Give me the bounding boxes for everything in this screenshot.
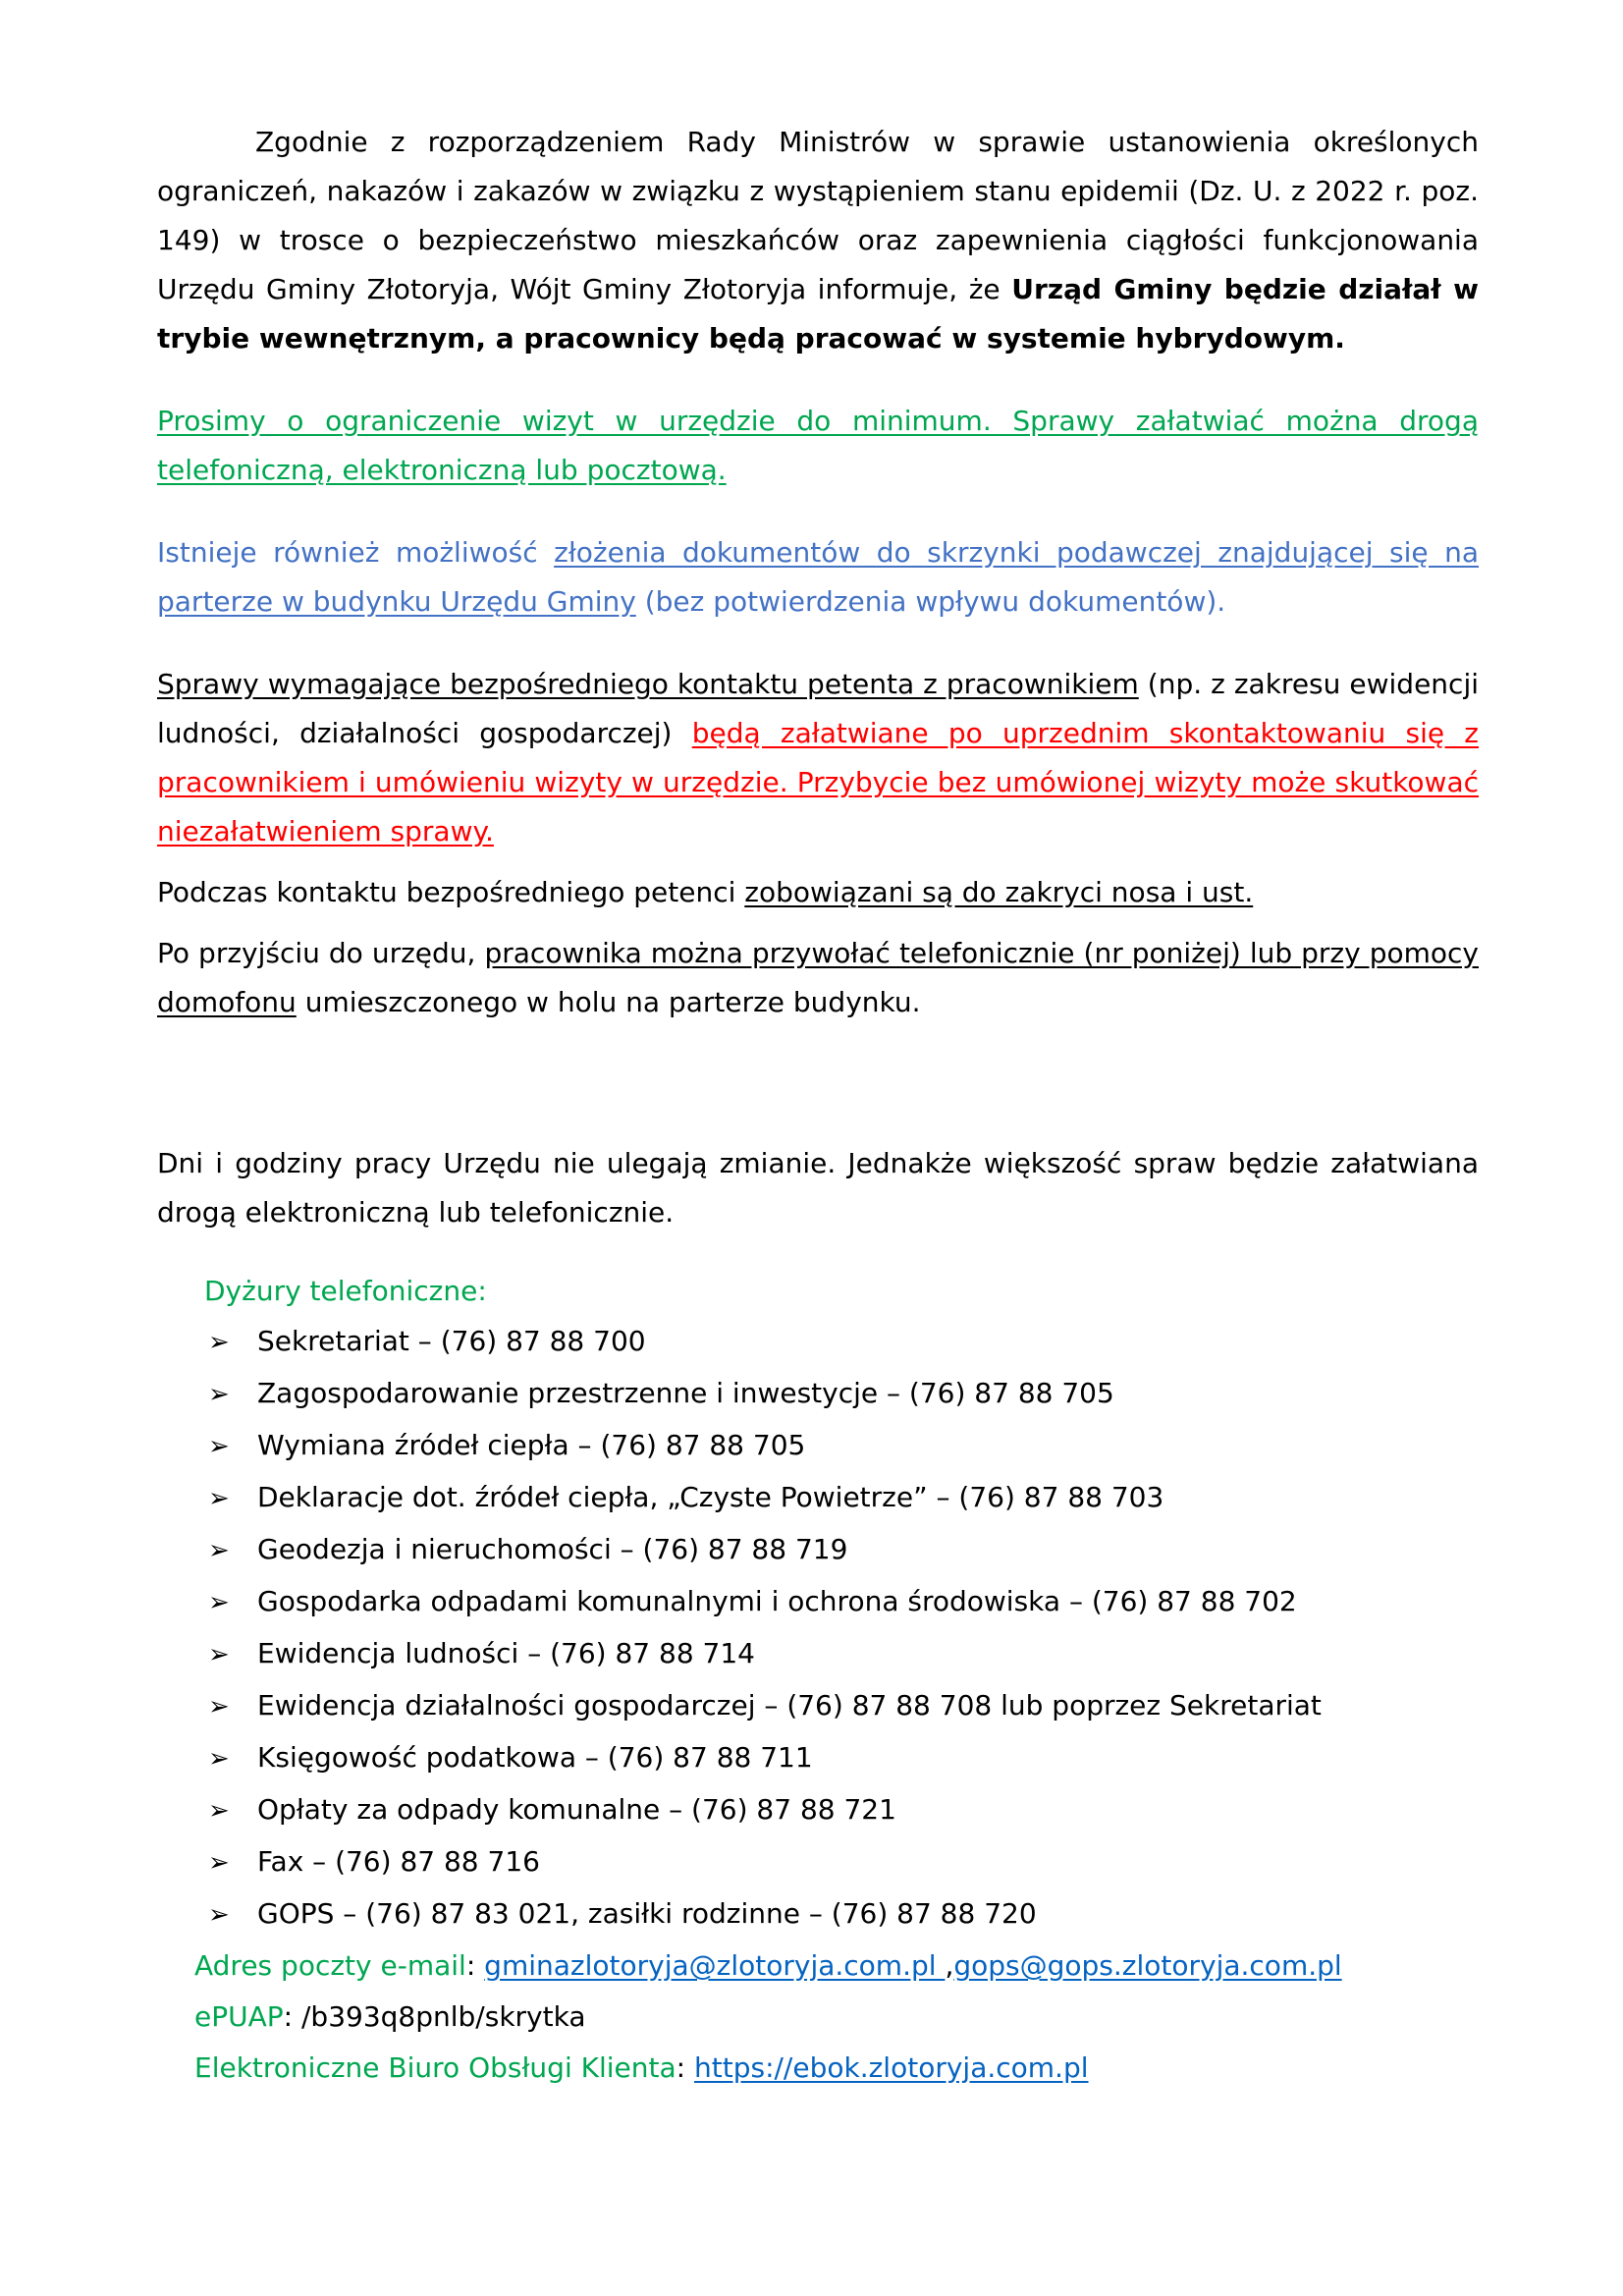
direct-examples-text: (np. z zakresu ewidencji ludności, działalności gospodarczej) [157, 668, 1479, 749]
duty-item-phone: – (76) 87 88 716 [303, 1845, 540, 1878]
duty-item-phone: – (76) 87 88 711 [576, 1741, 813, 1774]
duty-item-phone: – (76) 87 88 702 [1060, 1585, 1297, 1617]
duty-item [208, 1420, 1479, 1472]
duty-item-phone: – (76) 87 88 700 [408, 1325, 646, 1357]
duty-item-label: Fax [257, 1845, 304, 1878]
duty-item-phone: – (76) 87 88 705 [568, 1429, 806, 1461]
duty-item-label: Sekretariat [257, 1325, 409, 1357]
duty-item [208, 1472, 1479, 1524]
gops-benefits-label: zasiłki rodzinne [587, 1897, 800, 1930]
direct-underlined-text: Sprawy wymagające bezpośredniego kontaktu petenta z pracownikiem [157, 668, 1139, 700]
mailbox-paragraph [157, 528, 1479, 627]
duty-item-label: Ewidencja działalności gospodarczej [257, 1689, 756, 1722]
epuap-value: : /b393q8pnlb/skrytka [283, 2000, 586, 2033]
duty-item-phone: – (76) 87 88 705 [878, 1377, 1114, 1409]
duty-item-phone: – (76) 87 88 714 [518, 1637, 755, 1669]
mailbox-suffix: (bez potwierdzenia wpływu dokumentów). [644, 585, 1226, 618]
limit-visits-paragraph: Prosimy o ograniczenie wizyt w urzędzie do minimum. Sprawy załatwiać można drogą telefoniczną, elektroniczną lub pocztową. [157, 405, 1479, 486]
duty-item [208, 1524, 1479, 1576]
duty-item-label: Księgowość podatkowa [257, 1741, 576, 1774]
arrow-bullet-icon: ➢ [208, 1796, 230, 1826]
direct-warning-text: będą załatwiane po uprzednim skontaktowaniu się z pracownikiem i umówieniu wizyty w urzędzie. Przybycie bez umówionej wizyty może skutkować niezałatwieniem sprawy. [157, 717, 1480, 847]
duty-item-gops [208, 1888, 1479, 1941]
duty-item-label: Geodezja i nieruchomości [257, 1533, 612, 1565]
direct-contact-paragraph [157, 660, 1479, 856]
arrival-paragraph [157, 929, 1479, 1027]
office-hours-paragraph: Dni i godziny pracy Urzędu nie ulegają zmianie. Jednakże większość spraw będzie załatwiana drogą elektroniczną lub telefonicznie. [157, 1147, 1479, 1229]
epuap-label: ePUAP [194, 2000, 284, 2033]
duty-item-phone: – (76) 87 88 721 [660, 1793, 896, 1826]
email-colon: : [465, 1949, 476, 1982]
email-link-gops[interactable]: gops@gops.zlotoryja.com.pl [953, 1949, 1342, 1982]
mask-underlined-text: zobowiązani są do zakryci nosa i ust. [744, 876, 1254, 908]
duty-item [208, 1732, 1479, 1784]
arrow-bullet-icon: ➢ [208, 1848, 230, 1878]
duty-item [208, 1836, 1479, 1888]
duty-item-phone: – (76) 87 88 719 [611, 1533, 848, 1565]
email-line [194, 1941, 1479, 1992]
arrival-prefix: Po przyjściu do urzędu, [157, 937, 476, 969]
gops-benefits-phone: – (76) 87 88 720 [799, 1897, 1037, 1930]
intro-paragraph [157, 118, 1479, 363]
epuap-line [194, 1992, 1479, 2043]
duty-item-phone: – (76) 87 88 708 lub poprzez Sekretariat [755, 1689, 1322, 1722]
arrival-underlined-text: pracownika można przywołać telefonicznie (nr poniżej) lub przy pomocy domofonu [157, 937, 1479, 1018]
duty-item-label: Opłaty za odpady komunalne [257, 1793, 661, 1826]
duty-heading: Dyżury telefoniczne: [204, 1275, 487, 1307]
duty-item-label: Zagospodarowanie przestrzenne i inwestycje [257, 1377, 879, 1409]
duty-item-label: Deklaracje dot. źródeł ciepła, „Czyste Powietrze” [257, 1481, 928, 1513]
arrow-bullet-icon: ➢ [208, 1536, 230, 1565]
arrow-bullet-icon: ➢ [208, 1588, 230, 1617]
arrow-bullet-icon: ➢ [208, 1432, 230, 1461]
duty-list [208, 1316, 1479, 1941]
mailbox-prefix: Istnieje również możliwość [157, 536, 538, 569]
arrow-bullet-icon: ➢ [208, 1692, 230, 1722]
document-body [157, 118, 1479, 2094]
intro-text: Zgodnie z rozporządzeniem Rady Ministrów w sprawie ustanowienia określonych ograniczeń, nakazów i zakazów w związku z wystąpieniem stanu epidemii (Dz. U. z 2022 r. poz. 149) w trosce o bezpieczeństwo mieszkańców oraz zapewnienia ciągłości funkcjonowania Urzędu Gminy Złotoryja, Wójt Gminy Złotoryja informuje, że [157, 126, 1479, 305]
duty-item [208, 1784, 1479, 1836]
arrow-bullet-icon: ➢ [208, 1640, 230, 1669]
duty-item [208, 1576, 1479, 1628]
duty-item [208, 1316, 1479, 1368]
intro-bold-text: Urząd Gminy będzie działał w trybie wewnętrznym, a pracownicy będą pracować w systemie hybrydowym. [157, 273, 1479, 355]
arrow-bullet-icon: ➢ [208, 1484, 230, 1513]
duty-item-label: Wymiana źródeł ciepła [257, 1429, 569, 1461]
duty-item-phone: – (76) 87 88 703 [927, 1481, 1164, 1513]
gops-label: GOPS [257, 1897, 335, 1930]
arrow-bullet-icon: ➢ [208, 1380, 230, 1409]
ebok-label: Elektroniczne Biuro Obsługi Klienta [194, 2051, 676, 2084]
mailbox-underlined-text: złożenia dokumentów do skrzynki podawczej znajdującej się na parterze w budynku Urzędu Gminy [157, 536, 1480, 618]
gops-phone: – (76) 87 83 021, [334, 1897, 588, 1930]
arrow-bullet-icon: ➢ [208, 1744, 230, 1774]
email-link-gmina[interactable]: gminazlotoryja@zlotoryja.com.pl [484, 1949, 946, 1982]
duty-item-label: Ewidencja ludności [257, 1637, 519, 1669]
ebok-colon: : [676, 2051, 694, 2084]
ebok-link[interactable]: https://ebok.zlotoryja.com.pl [694, 2051, 1089, 2084]
contacts-block [194, 1941, 1479, 2094]
arrow-bullet-icon: ➢ [208, 1900, 230, 1930]
email-separator: , [945, 1949, 954, 1982]
duty-item-label: Gospodarka odpadami komunalnymi i ochrona środowiska [257, 1585, 1061, 1617]
duty-item [208, 1368, 1479, 1420]
mask-paragraph [157, 868, 1479, 917]
duty-item [208, 1680, 1479, 1732]
ebok-line [194, 2043, 1479, 2094]
arrow-bullet-icon: ➢ [208, 1328, 230, 1357]
email-label: Adres poczty e-mail [194, 1949, 466, 1982]
arrival-suffix: umieszczonego w holu na parterze budynku. [304, 986, 921, 1018]
duty-item [208, 1628, 1479, 1680]
mask-prefix: Podczas kontaktu bezpośredniego petenci [157, 876, 736, 908]
